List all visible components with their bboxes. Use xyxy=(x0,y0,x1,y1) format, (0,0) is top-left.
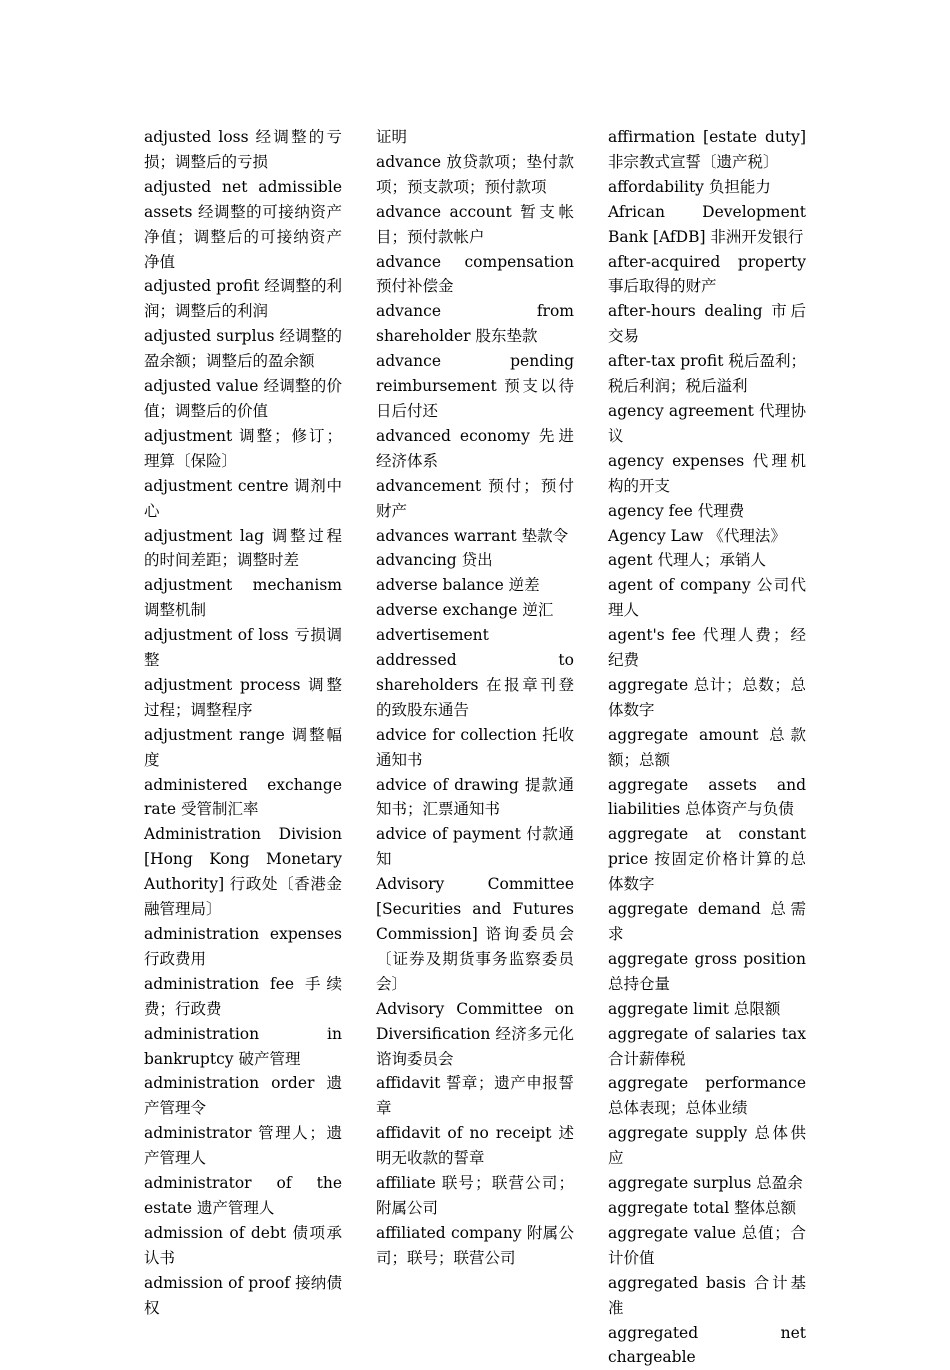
glossary-entry: advanced economy 先进经济体系 xyxy=(376,424,574,474)
glossary-entry: advance pending reimbursement 预支以待日后付还 xyxy=(376,349,574,424)
glossary-entry: agency fee 代理费 xyxy=(608,499,806,524)
glossary-entry: aggregated net chargeable xyxy=(608,1321,806,1370)
column-2 xyxy=(376,125,574,1271)
glossary-entry: aggregated basis 合计基准 xyxy=(608,1271,806,1321)
glossary-entry: adjustment mechanism 调整机制 xyxy=(144,573,342,623)
glossary-entry: affidavit of no receipt 述明无收款的誓章 xyxy=(376,1121,574,1171)
glossary-entry: affidavit 誓章；遗产申报誓章 xyxy=(376,1071,574,1121)
glossary-entry: administrator of the estate 遗产管理人 xyxy=(144,1171,342,1221)
glossary-entry: aggregate at constant price 按固定价格计算的总体数字 xyxy=(608,822,806,897)
glossary-entry: affordability 负担能力 xyxy=(608,175,806,200)
column-3 xyxy=(608,125,806,1370)
glossary-entry: aggregate surplus 总盈余 xyxy=(608,1171,806,1196)
glossary-entry: administration order 遗产管理令 xyxy=(144,1071,342,1121)
glossary-entry: administered exchange rate 受管制汇率 xyxy=(144,773,342,823)
glossary-entry: adjusted value 经调整的价值；调整后的价值 xyxy=(144,374,342,424)
glossary-entry: adjustment lag 调整过程的时间差距；调整时差 xyxy=(144,524,342,574)
glossary-entry: agent of company 公司代理人 xyxy=(608,573,806,623)
glossary-entry: advance account 暂支帐目；预付款帐户 xyxy=(376,200,574,250)
glossary-entry: adjusted surplus 经调整的盈余额；调整后的盈余额 xyxy=(144,324,342,374)
glossary-entry: affiliate 联号；联营公司；附属公司 xyxy=(376,1171,574,1221)
glossary-entry: adjustment centre 调剂中心 xyxy=(144,474,342,524)
glossary-entry: advice for collection 托收通知书 xyxy=(376,723,574,773)
glossary-entry: advancing 贷出 xyxy=(376,548,574,573)
glossary-entry: aggregate performance 总体表现；总体业绩 xyxy=(608,1071,806,1121)
glossary-entry: agency agreement 代理协议 xyxy=(608,399,806,449)
glossary-entry: adverse exchange 逆汇 xyxy=(376,598,574,623)
glossary-entry: administrator 管理人；遗产管理人 xyxy=(144,1121,342,1171)
glossary-entry: agency expenses 代理机构的开支 xyxy=(608,449,806,499)
glossary-entry: after-acquired property 事后取得的财产 xyxy=(608,250,806,300)
glossary-entry: advances warrant 垫款令 xyxy=(376,524,574,549)
glossary-entry: adjustment process 调整过程；调整程序 xyxy=(144,673,342,723)
glossary-entry: aggregate gross position 总持仓量 xyxy=(608,947,806,997)
glossary-entry: advance 放贷款项；垫付款项；预支款项；预付款项 xyxy=(376,150,574,200)
glossary-entry: administration fee 手续费；行政费 xyxy=(144,972,342,1022)
glossary-entry: aggregate demand 总需求 xyxy=(608,897,806,947)
glossary-entry: adverse balance 逆差 xyxy=(376,573,574,598)
glossary-entry: agent 代理人；承销人 xyxy=(608,548,806,573)
glossary-entry: advance from shareholder 股东垫款 xyxy=(376,299,574,349)
glossary-entry: aggregate supply 总体供应 xyxy=(608,1121,806,1171)
glossary-entry: agent's fee 代理人费；经纪费 xyxy=(608,623,806,673)
column-1 xyxy=(144,125,342,1321)
glossary-entry: admission of proof 接纳债权 xyxy=(144,1271,342,1321)
glossary-entry: aggregate amount 总款额；总额 xyxy=(608,723,806,773)
glossary-entry: aggregate of salaries tax 合计薪俸税 xyxy=(608,1022,806,1072)
glossary-entry: adjustment of loss 亏损调整 xyxy=(144,623,342,673)
glossary-entry: advice of payment 付款通知 xyxy=(376,822,574,872)
glossary-entry: Advisory Committee on Diversification 经济多元化谘询委员会 xyxy=(376,997,574,1072)
glossary-entry: after-tax profit 税后盈利；税后利润；税后溢利 xyxy=(608,349,806,399)
glossary-entry: aggregate 总计；总数；总体数字 xyxy=(608,673,806,723)
glossary-entry: Agency Law 《代理法》 xyxy=(608,524,806,549)
glossary-entry: affirmation [estate duty] 非宗教式宣誓〔遗产税〕 xyxy=(608,125,806,175)
glossary-entry: administration expenses 行政费用 xyxy=(144,922,342,972)
glossary-entry: advance compensation 预付补偿金 xyxy=(376,250,574,300)
glossary-entry: aggregate limit 总限额 xyxy=(608,997,806,1022)
glossary-entry: advertisement addressed to shareholders 在报章刊登的致股东通告 xyxy=(376,623,574,723)
glossary-entry: adjusted profit 经调整的利润；调整后的利润 xyxy=(144,274,342,324)
glossary-entry: admission of debt 债项承认书 xyxy=(144,1221,342,1271)
glossary-entry: 证明 xyxy=(376,125,574,150)
glossary-entry: advancement 预付；预付财产 xyxy=(376,474,574,524)
glossary-entry: after-hours dealing 市后交易 xyxy=(608,299,806,349)
glossary-entry: Administration Division [Hong Kong Monetary Authority] 行政处〔香港金融管理局〕 xyxy=(144,822,342,922)
glossary-entry: advice of drawing 提款通知书；汇票通知书 xyxy=(376,773,574,823)
glossary-entry: adjustment 调整；修订；理算〔保险〕 xyxy=(144,424,342,474)
glossary-entry: aggregate assets and liabilities 总体资产与负债 xyxy=(608,773,806,823)
glossary-entry: adjusted net admissible assets 经调整的可接纳资产净值；调整后的可接纳资产净值 xyxy=(144,175,342,275)
glossary-entry: adjusted loss 经调整的亏损；调整后的亏损 xyxy=(144,125,342,175)
glossary-entry: aggregate total 整体总额 xyxy=(608,1196,806,1221)
glossary-entry: Advisory Committee [Securities and Futures Commission] 谘询委员会〔证券及期货事务监察委员会〕 xyxy=(376,872,574,997)
glossary-entry: African Development Bank [AfDB] 非洲开发银行 xyxy=(608,200,806,250)
glossary-entry: aggregate value 总值；合计价值 xyxy=(608,1221,806,1271)
glossary-entry: affiliated company 附属公司；联号；联营公司 xyxy=(376,1221,574,1271)
glossary-entry: adjustment range 调整幅度 xyxy=(144,723,342,773)
glossary-entry: administration in bankruptcy 破产管理 xyxy=(144,1022,342,1072)
